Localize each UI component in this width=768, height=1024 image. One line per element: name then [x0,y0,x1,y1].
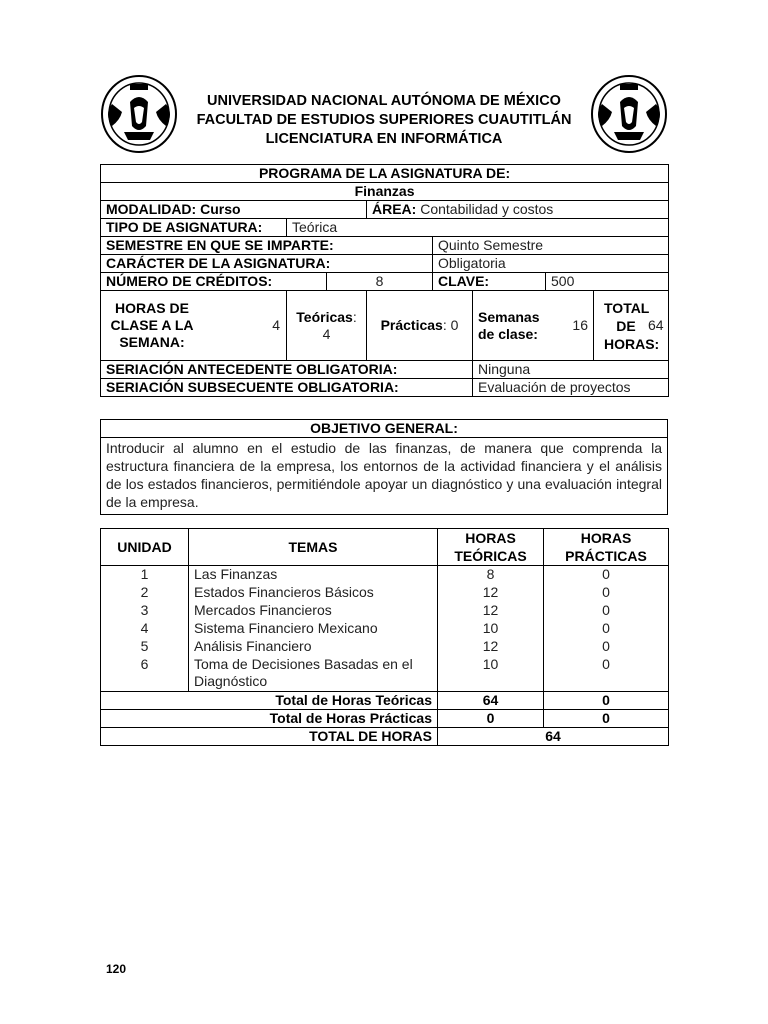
horas-semana-label: HORAS DE CLASE A LA SEMANA: [110,300,194,350]
table-row [101,656,669,692]
subject-name: Finanzas [101,183,669,201]
program-info-table [100,164,669,397]
tipo-value: Teórica [287,219,669,237]
total-practice-label: Total de Horas Prácticas [101,710,438,728]
total-hours-label: TOTAL DE HORAS [101,728,438,746]
table-row [101,566,669,584]
document-header [100,74,668,154]
university-name: UNIVERSIDAD NACIONAL AUTÓNOMA DE MÉXICO [207,93,561,109]
unam-seal-icon [100,74,178,154]
unit-topic: Análisis Financiero [189,638,438,656]
faculty-name: FACULTAD DE ESTUDIOS SUPERIORES CUAUTITLÁN [196,112,572,128]
area-field [367,201,669,219]
clave-value: 500 [546,273,669,291]
semanas-label: Semanas de clase: [478,308,540,342]
seriacion-subsecuente-value: Evaluación de proyectos [473,379,669,397]
total-theory-label: Total de Horas Teóricas [101,692,438,710]
unit-theory-hours: 12 [438,638,544,656]
header-horas-teoricas: HORAS TEÓRICAS [438,529,544,566]
unit-theory-hours: 12 [438,602,544,620]
seriacion-subsecuente-label: SERIACIÓN SUBSECUENTE OBLIGATORIA: [101,379,473,397]
unit-practice-hours: 0 [544,566,669,584]
page-number: 120 [106,962,127,976]
table-row [101,638,669,656]
caracter-label: CARÁCTER DE LA ASIGNATURA: [101,255,433,273]
total-theory-p: 0 [544,692,669,710]
units-table [100,528,669,746]
semanas-cell [473,291,594,361]
unit-practice-hours: 0 [544,584,669,602]
unit-theory-hours: 12 [438,584,544,602]
area-label: ÁREA: [372,201,417,217]
header-unidad: UNIDAD [101,529,189,566]
creditos-value: 8 [327,273,433,291]
unit-theory-hours: 10 [438,656,544,692]
total-horas-value: 64 [648,317,664,333]
total-horas-cell [594,291,669,361]
unit-topic: Mercados Financieros [189,602,438,620]
unit-practice-hours: 0 [544,656,669,692]
unit-number: 2 [101,584,189,602]
total-practice-p: 0 [544,710,669,728]
teoricas-cell [287,291,367,361]
practicas-cell [367,291,473,361]
header-temas: TEMAS [189,529,438,566]
semestre-label: SEMESTRE EN QUE SE IMPARTE: [101,237,433,255]
unit-practice-hours: 0 [544,638,669,656]
horas-semana-value: 4 [272,317,280,333]
semestre-value: Quinto Semestre [433,237,669,255]
objective-title: OBJETIVO GENERAL: [101,420,668,438]
horas-semana-cell [101,291,287,361]
caracter-value: Obligatoria [433,255,669,273]
area-value: Contabilidad y costos [420,201,554,217]
unit-topic: Estados Financieros Básicos [189,584,438,602]
teoricas-label: Teóricas [296,308,353,325]
unit-theory-hours: 10 [438,620,544,638]
objective-table [100,419,668,515]
unit-topic: Toma de Decisiones Basadas en el Diagnóstico [189,656,438,692]
table-row [101,602,669,620]
unit-topic: Las Finanzas [189,566,438,584]
unit-number: 6 [101,656,189,692]
creditos-label: NÚMERO DE CRÉDITOS: [101,273,327,291]
unam-seal-icon [590,74,668,154]
tipo-label: TIPO DE ASIGNATURA: [101,219,287,237]
unit-number: 3 [101,602,189,620]
total-practice-t: 0 [438,710,544,728]
seriacion-antecedente-value: Ninguna [473,361,669,379]
unit-practice-hours: 0 [544,602,669,620]
table-row [101,584,669,602]
program-title: PROGRAMA DE LA ASIGNATURA DE: [101,165,669,183]
header-horas-practicas: HORAS PRÁCTICAS [544,529,669,566]
unit-number: 4 [101,620,189,638]
unit-number: 5 [101,638,189,656]
practicas-value: : 0 [442,317,459,333]
total-horas-label: TOTAL DE HORAS: [604,299,660,352]
table-row [101,620,669,638]
total-hours-value: 64 [438,728,669,746]
program-name: LICENCIATURA EN INFORMÁTICA [265,131,503,147]
total-theory-t: 64 [438,692,544,710]
seriacion-antecedente-label: SERIACIÓN ANTECEDENTE OBLIGATORIA: [101,361,473,379]
objective-text: Introducir al alumno en el estudio de las finanzas, de manera que comprenda la estructura financiera de la empresa, los entornos de la actividad financiera y el análisis de los estados financieros, permitiéndole apoyar un diagnóstico y una evaluación integral de la empresa. [101,438,668,515]
unit-theory-hours: 8 [438,566,544,584]
semanas-value: 16 [572,317,588,333]
practicas-label: Prácticas [380,317,443,333]
modalidad: MODALIDAD: Curso [101,201,367,219]
unit-number: 1 [101,566,189,584]
teoricas-value: : 4 [322,308,357,342]
unit-practice-hours: 0 [544,620,669,638]
unit-topic: Sistema Financiero Mexicano [189,620,438,638]
clave-label: CLAVE: [433,273,546,291]
